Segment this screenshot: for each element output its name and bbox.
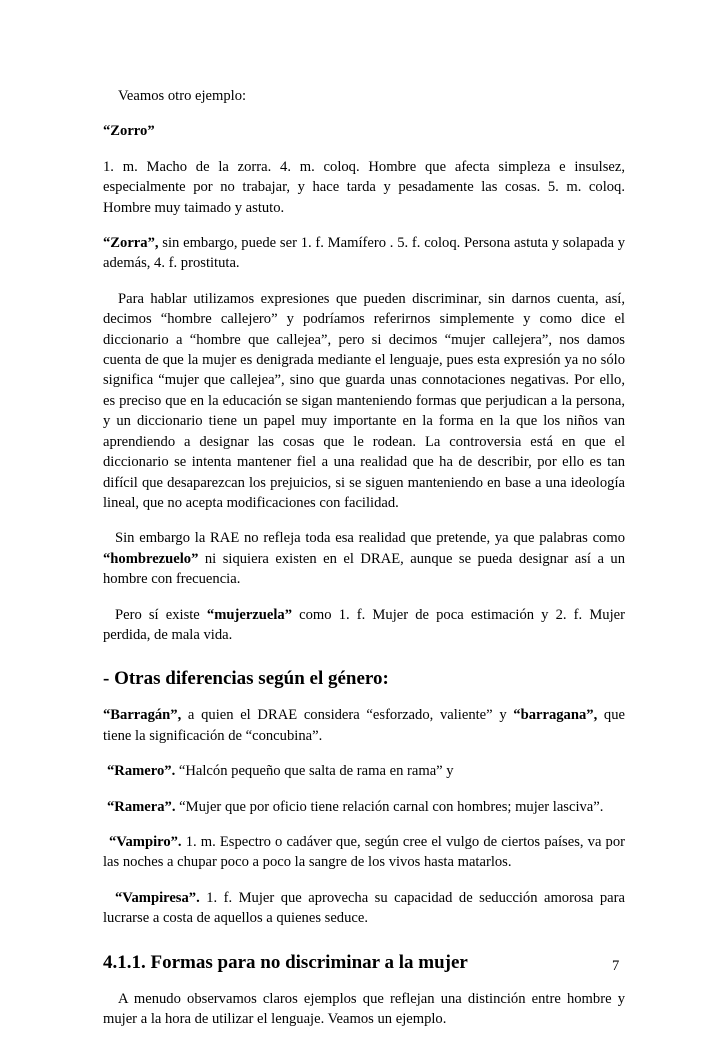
barragan-text-b: que tiene la significación de “concubina”.	[103, 707, 625, 744]
pero-paragraph	[103, 605, 625, 646]
zorro-heading	[103, 121, 625, 141]
zorro-term: “Zorro”	[103, 123, 155, 140]
document-page	[103, 86, 625, 1044]
vampiro-paragraph	[103, 832, 625, 873]
para-hablar-paragraph: Para hablar utilizamos expresiones que pueden discriminar, sin darnos cuenta, así, decimos “hombre callejero” y podríamos referirnos simplemente y como dice el diccionario a “hombre que callejea”, pero si decimos “mujer callejera”, nos damos cuenta de que la mujer es denigrada mediante el lenguaje, pues esta expresión ya no sólo significa “mujer que callejea”, sino que guarda unas connotaciones negativas. Por ello, es preciso que en la educación se sigan manteniendo formas que perjudican a la persona, y un diccionario tiene un papel muy importante en la forma en la que los niños van aprendiendo a designar las cosas que le rodean. La controversia está en que el diccionario se intenta mantener fiel a una realidad que ha de describir, por ello es tan difícil que desaparezcan los prejuicios, si se siguen manteniendo en base a una ideología lineal, que no acepta modificaciones con facilidad.	[103, 290, 625, 511]
ramero-term: “Ramero”.	[107, 763, 176, 780]
vampiresa-term: “Vampiresa”.	[115, 889, 200, 906]
ramera-term: “Ramera”.	[107, 798, 176, 815]
hombrezuelo-term: “hombrezuelo”	[103, 550, 199, 567]
page-number: 7	[612, 958, 620, 974]
barragan-paragraph	[103, 705, 625, 746]
vampiresa-paragraph	[103, 888, 625, 929]
barragan-term: “Barragán”,	[103, 707, 182, 724]
pero-text-a: Pero sí existe	[115, 606, 207, 623]
ramera-definition: “Mujer que por oficio tiene relación carnal con hombres; mujer lasciva”.	[175, 798, 604, 815]
sin-embargo-text-b: ni siquiera existen en el DRAE, aunque se pueda designar así a un hombre con frecuencia.	[103, 550, 625, 588]
vampiro-term: “Vampiro”.	[109, 833, 182, 850]
ramero-definition: “Halcón pequeño que salta de rama en rama” y	[175, 763, 454, 780]
barragana-term: “barragana”,	[513, 707, 598, 724]
zorra-definition: sin embargo, puede ser 1. f. Mamífero . 5. f. coloq. Persona astuta y solapada y además, 4. f. prostituta.	[103, 235, 625, 272]
barragan-text-a: a quien el DRAE considera “esforzado, valiente” y	[181, 707, 514, 724]
mujerzuela-term: “mujerzuela”	[206, 606, 293, 623]
vampiresa-definition: 1. f. Mujer que aprovecha su capacidad de seducción amorosa para lucrarse a costa de aquellos a quienes seduce.	[103, 889, 625, 927]
ramero-paragraph	[103, 761, 625, 781]
ramera-paragraph	[103, 797, 625, 817]
zorro-definition: 1. m. Macho de la zorra. 4. m. coloq. Hombre que afecta simpleza e insulsez, especialmente por no trabajar, y hace tarda y pesadamente las cosas. 5. m. coloq. Hombre muy taimado y astuto.	[103, 158, 625, 216]
intro-line: Veamos otro ejemplo:	[118, 88, 247, 104]
vampiro-definition: 1. m. Espectro o cadáver que, según cree el vulgo de ciertos países, va por las noches a chupar poco a poco la sangre de los vivos hasta matarlos.	[103, 833, 625, 871]
sin-embargo-paragraph	[103, 528, 625, 589]
menudo-paragraph: A menudo observamos claros ejemplos que reflejan una distinción entre hombre y mujer a la hora de utilizar el lenguaje. Veamos un ejemplo.	[103, 990, 625, 1027]
section-heading-formas: 4.1.1. Formas para no discriminar a la mujer	[103, 951, 468, 973]
zorra-paragraph	[103, 233, 625, 274]
sin-embargo-text-a: Sin embargo la RAE no refleja toda esa realidad que pretende, ya que palabras como	[115, 530, 625, 547]
zorra-term: “Zorra”,	[103, 235, 159, 252]
section-heading-otras: - Otras diferencias según el género:	[103, 668, 389, 690]
pero-text-b: como 1. f. Mujer de poca estimación y 2. f. Mujer perdida, de mala vida.	[103, 606, 625, 643]
